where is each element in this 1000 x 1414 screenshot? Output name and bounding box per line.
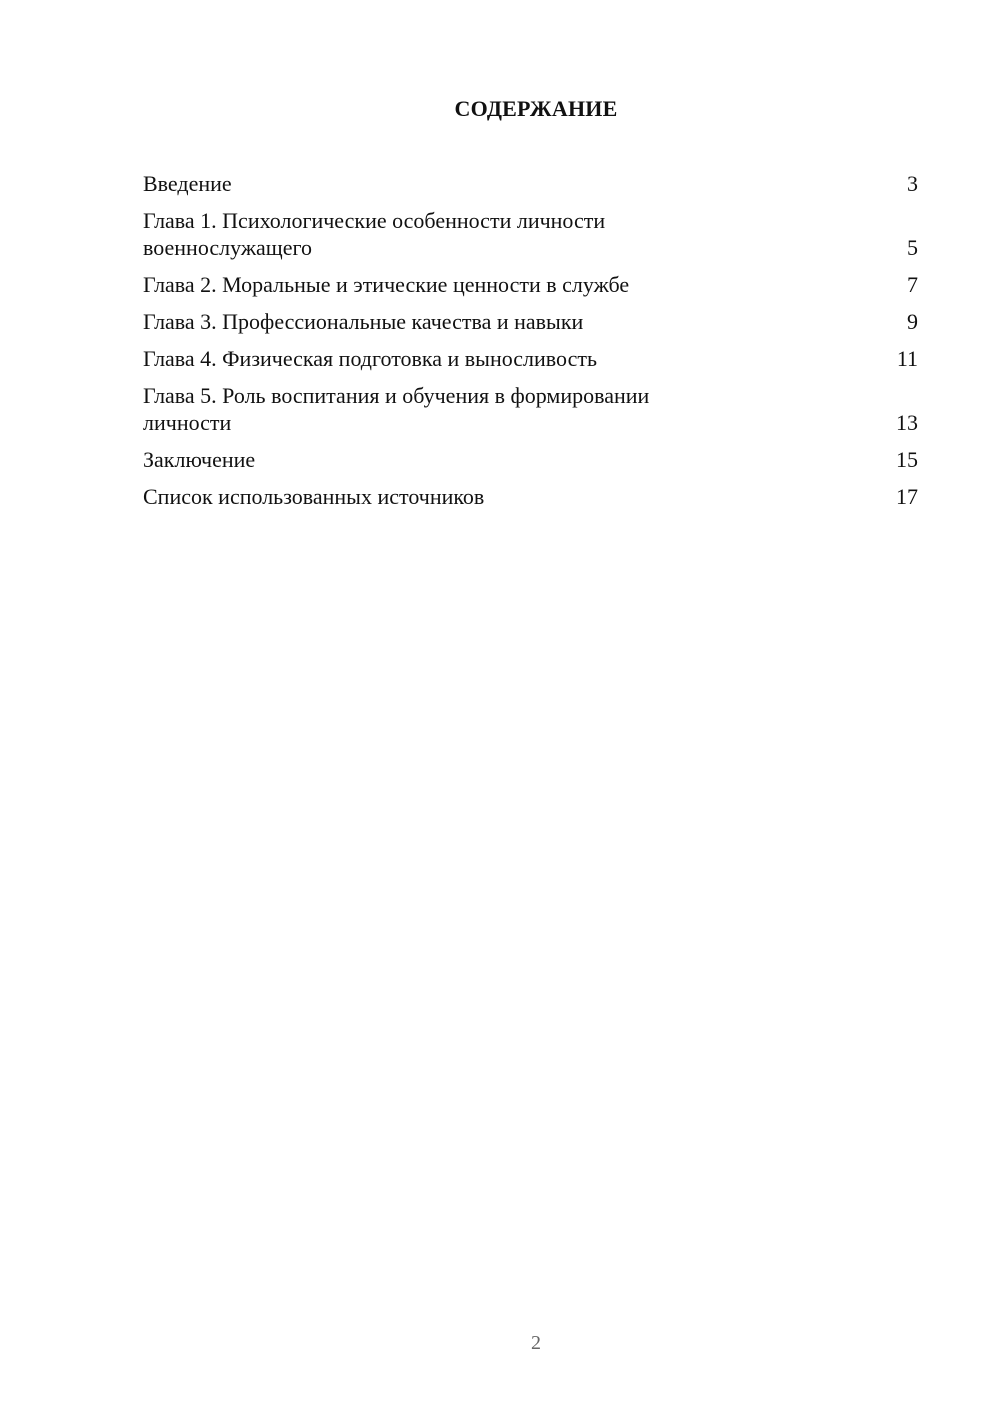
toc-entry-references bbox=[143, 483, 918, 510]
toc-heading: СОДЕРЖАНИЕ bbox=[454, 96, 618, 121]
table-of-contents bbox=[143, 170, 918, 520]
toc-entry-chapter-4 bbox=[143, 345, 918, 372]
toc-entry-label: Список использованных источников bbox=[143, 484, 485, 509]
toc-entry-label: Глава 1. Психологические особенности личности военнослужащего bbox=[143, 208, 606, 260]
toc-entry-label: Глава 5. Роль воспитания и обучения в формировании личности bbox=[143, 383, 650, 435]
toc-entry-chapter-3 bbox=[143, 308, 918, 335]
toc-entry-label: Заключение bbox=[143, 447, 256, 472]
toc-entry-chapter-5 bbox=[143, 382, 918, 436]
toc-entry-page: 7 bbox=[907, 272, 918, 297]
toc-entry-label: Глава 3. Профессиональные качества и навыки bbox=[143, 309, 584, 334]
toc-entry-page: 11 bbox=[896, 346, 918, 371]
toc-entry-conclusion bbox=[143, 446, 918, 473]
toc-entry-label: Глава 4. Физическая подготовка и выносливость bbox=[143, 346, 597, 371]
toc-entry-page: 13 bbox=[896, 410, 918, 435]
toc-entry-label: Введение bbox=[143, 171, 232, 196]
page-number: 2 bbox=[531, 1332, 541, 1354]
toc-entry-chapter-1 bbox=[143, 207, 918, 261]
toc-entry-page: 15 bbox=[896, 447, 918, 472]
toc-entry-page: 5 bbox=[907, 235, 918, 260]
toc-entry-label: Глава 2. Моральные и этические ценности в службе bbox=[143, 272, 630, 297]
toc-entry-page: 3 bbox=[907, 171, 918, 196]
toc-entry-page: 17 bbox=[896, 484, 918, 509]
toc-entry-chapter-2 bbox=[143, 271, 918, 298]
toc-entry-introduction bbox=[143, 170, 918, 197]
toc-entry-page: 9 bbox=[907, 309, 918, 334]
